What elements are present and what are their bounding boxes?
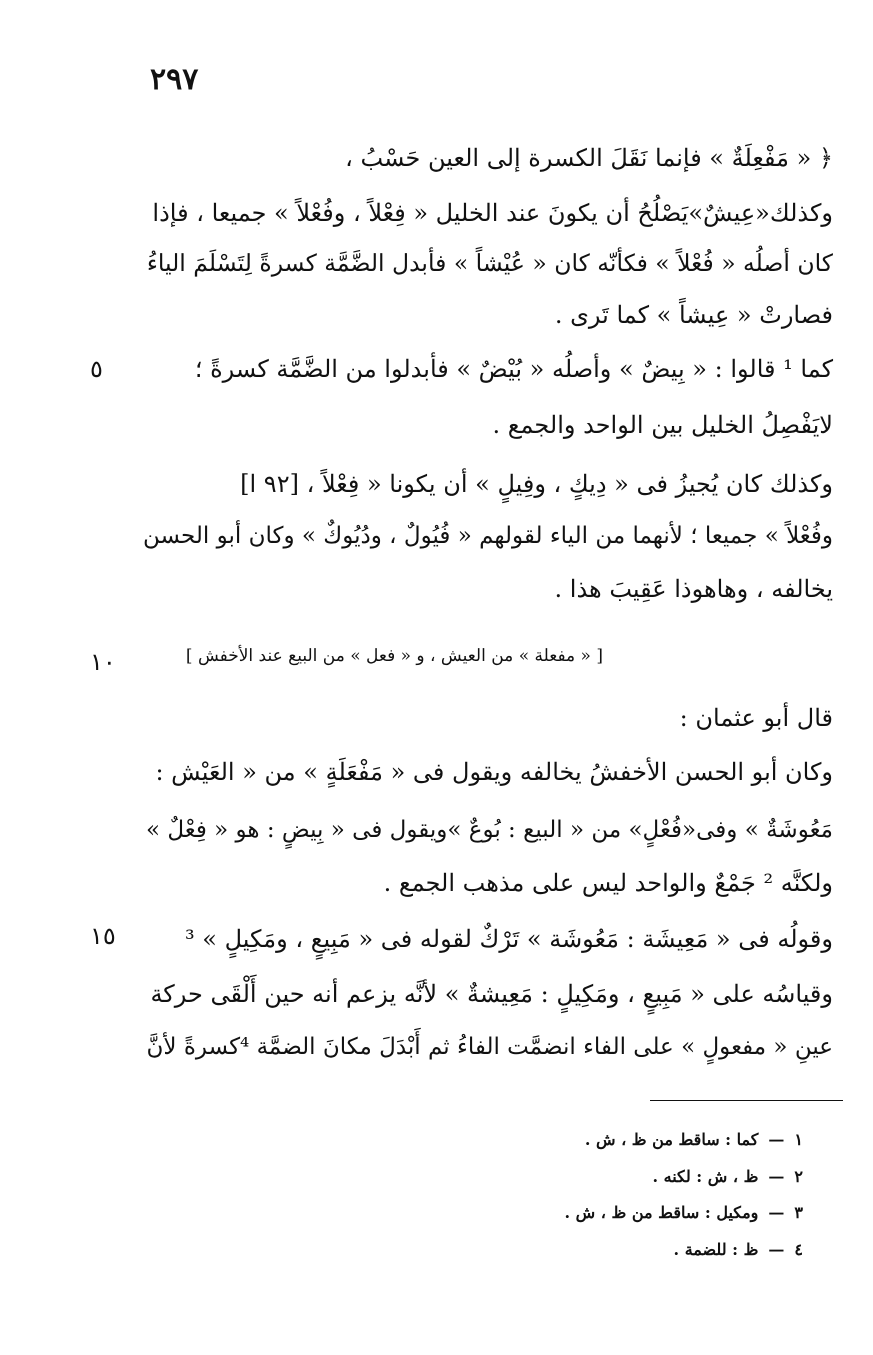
footnote-dash: — [768,1130,785,1149]
text-line-2: وكذلك«عِيشٌ»يَصْلُحُ أن يكونَ عند الخليل « فِعْلاً ، وفُعْلاً » جميعا ، فإذا [152,199,833,227]
footnote-number: ٣ [794,1203,803,1222]
text-line-7: وكذلك كان يُجيزُ فى « دِيكٍ ، وفِيلٍ » أن يكونا « فِعْلاً ، [٩٢ ا] [240,470,833,498]
footnote-4 [674,1240,803,1259]
footnote-number: ٢ [794,1167,803,1186]
footnote-rule [650,1100,843,1101]
text-line-6: لايَفْصِلُ الخليل بين الواحد والجمع . [492,411,833,439]
text-line-1: ﴿ « مَفْعِلَةٌ » فإنما نَقَلَ الكسرة إلى العين حَسْبُ ، [345,144,833,172]
line-number-10: ١٠ [90,648,116,676]
footnote-text: ومكيل : ساقط من ظ ، ش . [564,1203,759,1222]
footnote-number: ١ [794,1130,803,1149]
text-line-15: وقياسُه على « مَبِيعٍ ، ومَكِيلٍ : مَعِيشةٌ » لأنَّه يزعم أنه حين أَلْقَى حركة [150,980,833,1008]
footnote-3 [565,1203,804,1222]
footnote-dash: — [768,1240,785,1259]
footnote-1 [585,1130,803,1149]
line-number-15: ١٥ [90,922,116,950]
footnote-number: ٤ [794,1240,803,1259]
text-line-12: مَعُوشَةٌ » وفى«فُعْلٍ» من « البيع : بُوعٌ »ويقول فى « بِيضٍ : هو « فِعْلٌ » [145,817,833,843]
page-number: ٢٩٧ [150,62,199,97]
section-heading: [ « مفعلة » من العيش ، و « فعل » من البيع عند الأخفش ] [185,646,603,666]
footnote-dash: — [768,1167,785,1186]
text-line-10: قال أبو عثمان : [679,704,833,732]
text-line-16: عينِ « مفعولٍ » على الفاء انضمَّت الفاءُ ثم أَبْدَلَ مكانَ الضمَّة ⁴كسرةً لأنَّ [146,1034,833,1060]
text-line-9: يخالفه ، وهاهوذا عَقِيبَ هذا . [554,575,833,603]
text-line-3: كان أصلُه « فُعْلاً » فكأنّه كان « عُيْشاً » فأبدل الضَّمَّة كسرةً لِتَسْلَمَ الياءُ [146,249,833,277]
footnote-text: ظ ، ش : لكنه . [652,1167,759,1186]
footnote-text: كما : ساقط من ظ ، ش . [584,1130,759,1149]
text-line-4: فصارتْ « عِيشاً » كما تَرى . [554,301,833,329]
text-line-5: كما ¹ قالوا : « بِيضٌ » وأصلُه « بُيْضٌ » فأبدلوا من الضَّمَّة كسرةً ؛ [194,355,833,383]
text-line-8: وفُعْلاً » جميعا ؛ لأنهما من الياء لقولهم « فُيُولٌ ، ودُيُوكٌ » وكان أبو الحسن [143,523,833,549]
footnote-dash: — [768,1203,785,1222]
text-line-13: ولكنَّه ² جَمْعٌ والواحد ليس على مذهب الجمع . [383,869,833,897]
text-line-14: وقولُه فى « مَعِيشَة : مَعُوشَة » تَرْكٌ لقوله فى « مَبِيعٍ ، ومَكِيلٍ » ³ [185,925,833,953]
line-number-5: ٥ [90,355,103,383]
footnote-text: ظ : للضمة . [673,1240,759,1259]
footnote-2 [652,1167,803,1186]
text-line-11: وكان أبو الحسن الأخفشُ يخالفه ويقول فى « مَفْعَلَةٍ » من « العَيْش : [155,758,833,786]
